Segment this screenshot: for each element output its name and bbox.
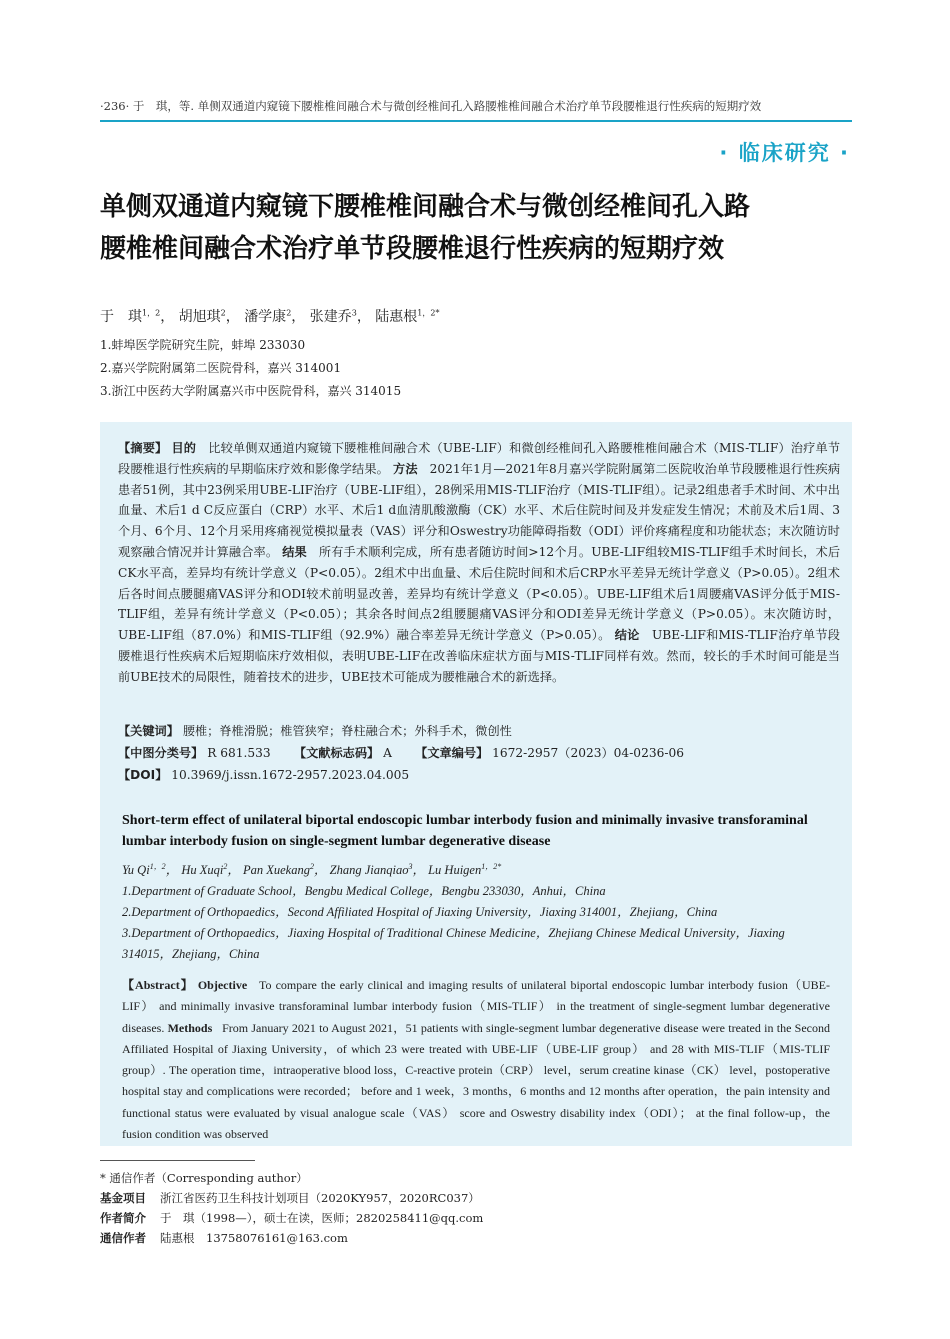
keywords-cn (118, 722, 840, 739)
affiliation-cn-1: 1.蚌埠医学院研究生院，蚌埠 233030 (100, 338, 306, 352)
doi-value[interactable]: 10.3969/j.issn.1672-2957.2023.04.005 (171, 768, 410, 782)
keywords-label: 【关键词】 (118, 724, 179, 738)
author-cn: 胡旭琪$^2$ (178, 308, 226, 325)
conclusion-label-cn: 结论 (614, 628, 640, 643)
classification-line (118, 744, 840, 761)
keywords-value: 腰椎；脊椎滑脱；椎管狭窄；脊柱融合术；外科手术，微创性 (182, 724, 512, 738)
affiliation-cn-2: 2.嘉兴学院附属第二医院骨科，嘉兴 314001 (100, 361, 342, 375)
abstract-cn (118, 438, 840, 688)
objective-cn: 比较单侧双通道内窥镜下腰椎椎间融合术（UBE-LIF）和微创经椎间孔入路腰椎椎间融合术（MIS-TLIF）治疗单节段腰椎退行性疾病的早期临床疗效和影像学结果。 (118, 441, 841, 476)
author-en: Pan Xuekang$^2$ (242, 861, 314, 877)
clc-value: R 681.533 (207, 746, 271, 760)
objective-en: To compare the early clinical and imaging results of unilateral biportal endoscopic lumbar interbody fusion（UBE-LIF） and minimally invasive transforaminal lumbar interbody fusion（MIS-TLIF） in the treatment of single-segment lumbar degenerative diseases. (122, 978, 830, 1035)
methods-en: From January 2021 to August 2021，51 patients with single-segment lumbar degenerative disease were treated in the Second Affiliated Hospital of Jiaxing University，of which 23 were treated with UBE-LIF（UBE-LIF group） and 28 with MIS-TLIF（MIS-TLIF group）. The operation time，intraoperative blood loss，C-reactive protein（CRP） level，serum creatine kinase（CK） level，postoperative hospital stay and complications were recorded； before and 1 week，3 months，6 months and 12 months after operation，the pain intensity and functional status were evaluated by visual analogue scale（VAS） score and Oswestry disability index（ODI）； at the final follow-up，the fusion condition was observed (122, 1020, 830, 1142)
title-cn-line2: 腰椎椎间融合术治疗单节段腰椎退行性疾病的短期疗效 (100, 234, 725, 264)
footnote-contact: 通信作者 陆惠根 13758076161@163.com (100, 1231, 348, 1245)
title-cn (100, 186, 860, 270)
header-rule (100, 120, 852, 122)
author-cn: 陆惠根$^{1,2*}$ (375, 308, 440, 325)
author-en: Yu $Qi^{1,2}$ (122, 861, 166, 877)
results-label-cn: 结果 (282, 544, 307, 559)
objective-label-en: Objective (197, 978, 248, 992)
footnote-author-bio: 作者简介 于 琪（1998—），硕士在读，医师；2820258411@qq.com (100, 1211, 484, 1225)
section-label: · 临床研究 · (719, 141, 850, 165)
conclusion-cn: UBE-LIF和MIS-TLIF治疗单节段腰椎退行性疾病术后短期临床疗效相似，表明UBE-LIF在改善临床症状方面与MIS-TLIF同样有效。然而，较长的手术时间可能是当前UBE技术的局限性，随着技术的进步，UBE技术可能成为腰椎融合术的新选择。 (118, 628, 840, 684)
doc-code-label: 【文献标志码】 (293, 746, 380, 760)
clc-label: 【中图分类号】 (118, 746, 204, 760)
author-cn: 潘学康$^2$ (244, 308, 292, 325)
title-cn-line1: 单侧双通道内窥镜下腰椎椎间融合术与微创经椎间孔入路 (100, 192, 751, 222)
methods-cn: 2021年1月—2021年8月嘉兴学院附属第二医院收治单节段腰椎退行性疾病患者51例，其中23例采用UBE-LIF治疗（UBE-LIF组），28例采用MIS-TLIF治疗（MIS-TLIF组）。记录2组患者手术时间、术中出血量、术后1 d C反应蛋白（CRP）水平、术后1 d血清肌酸激酶（CK）水平、术后住院时间及并发症发生情况；术前及术后1周、3个月、6个月、12个月采用疼痛视觉模拟量表（VAS）评分和Oswestry功能障碍指数（ODI）评价疼痛程度和功能状态；末次随访时观察融合情况并计算融合率。 (118, 461, 841, 559)
abstract-en (122, 975, 830, 1145)
running-header: ·236· 于 琪，等. 单侧双通道内窥镜下腰椎椎间融合术与微创经椎间孔入路腰椎椎间融合术治疗单节段腰椎退行性疾病的短期疗效 (100, 99, 762, 113)
affiliation-en-2: 2.Department of Orthopaedics，Second Affiliated Hospital of Jiaxing University，Jiaxing 314001，Zhejiang，China (122, 905, 718, 919)
title-en: Short-term effect of unilateral biportal endoscopic lumbar interbody fusion and minimally invasive transforaminal lumbar interbody fusion on single-segment lumbar degenerative disease (122, 813, 808, 849)
affiliation-cn-3: 3.浙江中医药大学附属嘉兴市中医院骨科，嘉兴 314015 (100, 384, 402, 398)
author-en: Hu Xuqi$^2$ (181, 861, 228, 877)
methods-label-en: Methods (167, 1020, 213, 1035)
objective-label-cn: 目的 (171, 441, 197, 455)
abstract-cn-label: 【摘要】 (118, 441, 168, 455)
authors-en: Yu $Qi^{1,2}$， Hu Xuqi$^2$， Pan Xuekang$^2$， Zhang Jianqiao$^3$， Lu Huigen$^{1,2*}$ (122, 861, 502, 877)
article-number-label: 【文章编号】 (415, 746, 489, 760)
abstract-en-label: 【Abstract】 (122, 978, 194, 992)
author-cn: 于 琪$^{1,2}$ (100, 308, 161, 325)
affiliation-en-3: 3.Department of Orthopaedics，Jiaxing Hospital of Traditional Chinese Medicine，Zhejiang Chinese Medical University，Jiaxing 314015，Zhejiang，China (122, 926, 785, 961)
author-en: Lu Huigen$^{1,2*}$ (428, 861, 502, 877)
affiliation-en-1: 1.Department of Graduate School，Bengbu Medical College，Bengbu 233030，Anhui，China (122, 884, 606, 898)
methods-label-cn: 方法 (393, 461, 418, 476)
author-en: Zhang Jianqiao$^3$ (329, 861, 413, 877)
authors-cn: 于 琪$^{1,2}$， 胡旭琪$^2$， 潘学康$^2$， 张建乔$^3$， 陆惠根$^{1,2*}$ (100, 308, 440, 325)
doi-label: 【DOI】 (118, 768, 168, 782)
article-number-value: 1672-2957（2023）04-0236-06 (492, 746, 684, 760)
author-cn: 张建乔$^3$ (309, 308, 357, 325)
doi-line (118, 766, 840, 783)
footnote-rule (100, 1160, 255, 1161)
doc-code-value: A (383, 746, 392, 760)
footnote-corresponding: * 通信作者（Corresponding author） (100, 1171, 308, 1185)
footnote-fund: 基金项目 浙江省医药卫生科技计划项目（2020KY957，2020RC037） (100, 1191, 480, 1205)
results-cn: 所有手术顺利完成，所有患者随访时间>12个月。UBE-LIF组较MIS-TLIF组手术时间长，术后CK水平高，差异均有统计学意义（P<0.05）。2组术中出血量、术后住院时间和术后CRP水平差异无统计学意义（P>0.05）。2组术后各时间点腰腿痛VAS评分和ODI较术前明显改善，差异均有统计学意义（P<0.05）。UBE-LIF组术后1周腰痛VAS评分低于MIS-TLIF组，差异有统计学意义（P<0.05）；其余各时间点2组腰腿痛VAS评分和ODI差异无统计学意义（P>0.05）。末次随访时，UBE-LIF组（87.0%）和MIS-TLIF组（92.9%）融合率差异无统计学意义（P>0.05）。 (118, 544, 841, 643)
